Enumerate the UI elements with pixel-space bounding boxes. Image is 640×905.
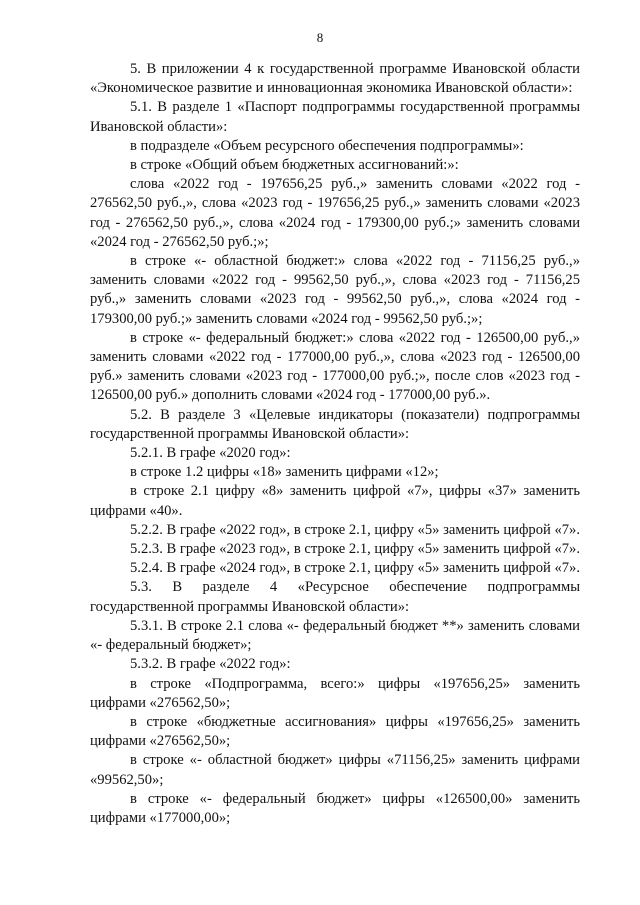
paragraph-5-2: 5.2. В разделе 3 «Целевые индикаторы (показатели) подпрограммы государственной программы Ивановской области»: — [90, 406, 580, 442]
paragraph-federal-budget: в строке «- федеральный бюджет:» слова «2022 год - 126500,00 руб.,» заменить словами «2022 год - 177000,00 руб.,», слова «2023 год - 126500,00 руб.» заменить словами «2023 год - 177000,00 руб.;», после слов «2023 год - 126500,00 руб.» дополнить словами «2024 год - 177000,00 руб.». — [90, 329, 580, 404]
paragraph-5-3-2: 5.3.2. В графе «2022 год»: — [130, 656, 291, 673]
paragraph-regional-budget-2022: в строке «- областной бюджет» цифры «71156,25» заменить цифрами «99562,50»; — [90, 752, 580, 788]
paragraph-federal-budget-2022: в строке «- федеральный бюджет» цифры «126500,00» заменить цифрами «177000,00»; — [90, 790, 580, 826]
paragraph-subsection: в подразделе «Объем ресурсного обеспечения подпрограммы»: — [130, 137, 524, 154]
paragraph-5-2-4: 5.2.4. В графе «2024 год», в строке 2.1, цифру «5» заменить цифрой «7». — [130, 560, 581, 577]
paragraph-5-2-1: 5.2.1. В графе «2020 год»: — [130, 445, 291, 462]
paragraph-regional-budget: в строке «- областной бюджет:» слова «2022 год - 71156,25 руб.,» заменить словами «2022 год - 99562,50 руб.,», слова «2023 год - 71156,25 руб.,» заменить словами «2023 год - 99562,50 руб.,», слова «2024 год - 179300,00 руб.;» заменить словами «2024 год - 99562,50 руб.;»; — [90, 253, 580, 327]
paragraph-total-row: в строке «Общий объем бюджетных ассигнований:»: — [130, 157, 459, 174]
paragraph-row-1-2: в строке 1.2 цифры «18» заменить цифрами «12»; — [130, 464, 439, 481]
paragraph-total-words: слова «2022 год - 197656,25 руб.,» заменить словами «2022 год - 276562,50 руб.,», слова «2023 год - 197656,25 руб.,» заменить словами «2023 год - 276562,50 руб.,», слова «2024 год - 179300,00 руб.;» заменить словами «2024 год - 276562,50 руб.;»; — [90, 176, 580, 250]
paragraph-budget-allocations: в строке «бюджетные ассигнования» цифры «197656,25» заменить цифрами «276562,50»; — [90, 713, 580, 750]
paragraph-5-1: 5.1. В разделе 1 «Паспорт подпрограммы государственной программы Ивановской области»: — [90, 99, 580, 135]
paragraph-5-2-3: 5.2.3. В графе «2023 год», в строке 2.1, цифру «5» заменить цифрой «7». — [130, 541, 581, 558]
document-body — [90, 60, 580, 828]
paragraph-5-2-2: 5.2.2. В графе «2022 год», в строке 2.1, цифру «5» заменить цифрой «7». — [130, 521, 581, 538]
paragraph-5-3-1: 5.3.1. В строке 2.1 слова «- федеральный бюджет **» заменить словами «- федеральный бюджет»; — [90, 617, 580, 654]
paragraph-row-2-1: в строке 2.1 цифру «8» заменить цифрой «7», цифры «37» заменить цифрами «40». — [90, 483, 580, 519]
page-number: 8 — [316, 30, 324, 45]
paragraph-subprogram-total: в строке «Подпрограмма, всего:» цифры «197656,25» заменить цифрами «276562,50»; — [90, 675, 580, 711]
paragraph-5-3: 5.3. В разделе 4 «Ресурсное обеспечение подпрограммы государственной программы Ивановской области»: — [90, 579, 580, 615]
paragraph-5: 5. В приложении 4 к государственной программе Ивановской области «Экономическое развитие и инновационная экономика Ивановской области»: — [90, 61, 580, 97]
